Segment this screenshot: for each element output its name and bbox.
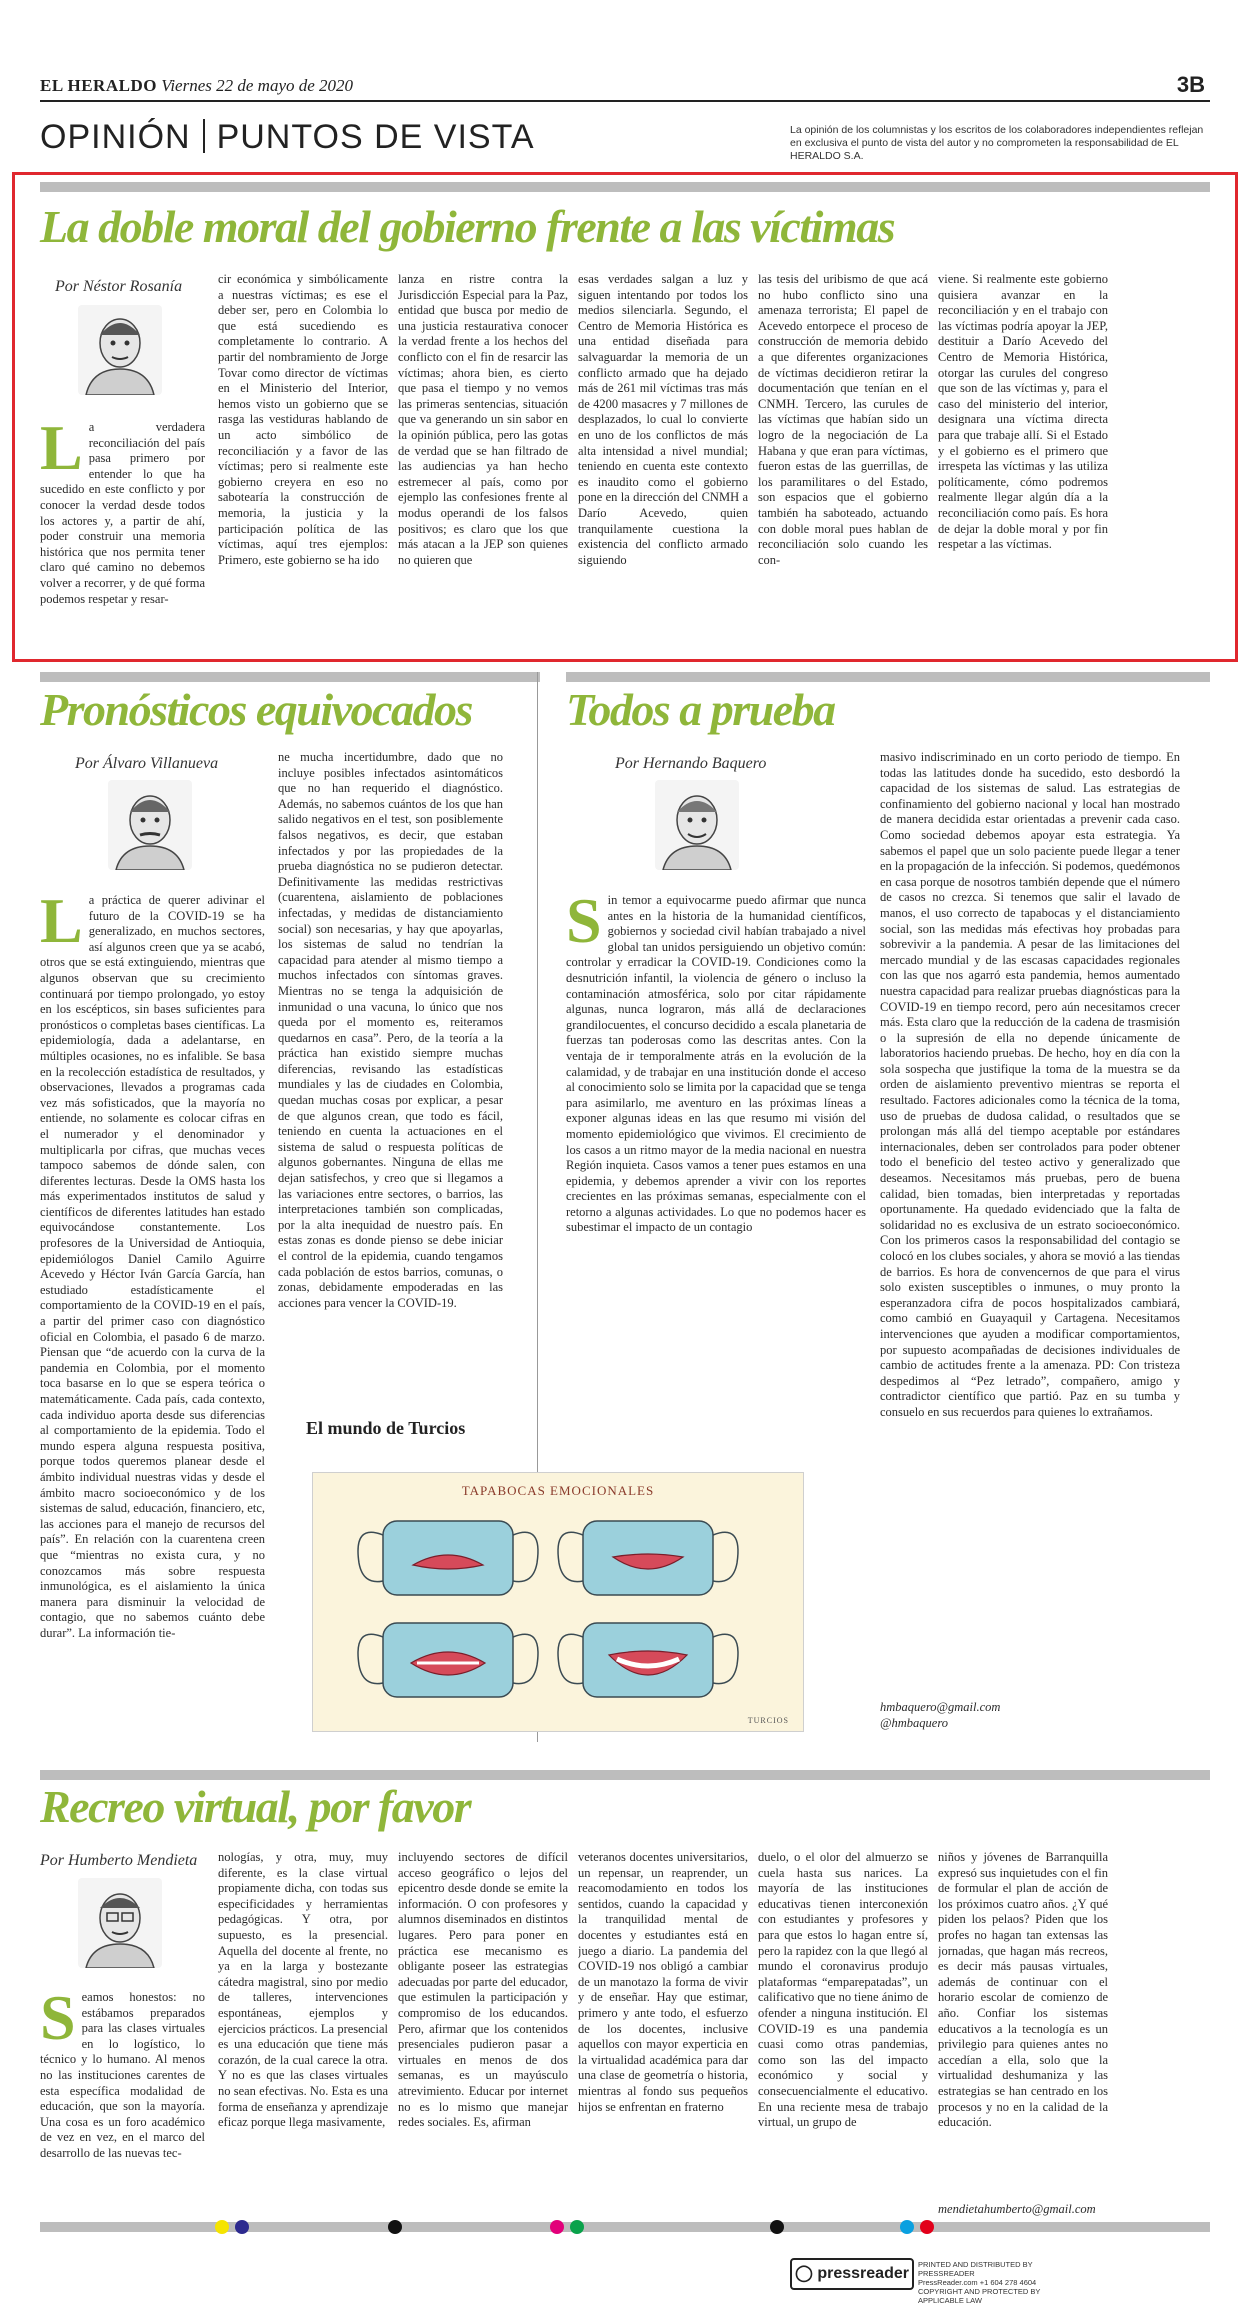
article4-column-6: niños y jóvenes de Barranquilla expresó sus inquietudes con el fin de formular el plan de acción de los próximos cuatro años. ¿Y qué piden los pelaos? Piden que los profes no hagan tan extensas las jornadas, que hagan más recreos, es decir más pausas virtuales, además de continuar con el horario escolar de comienzo de año. Confiar los sistemas educativos a la tecnología es un privilegio para quienes antes no accedían a ella, solo que la virtualidad deshumaniza y las estrategias se han centrado en los procesos y no en la calidad de la educación. bbox=[938, 1850, 1108, 2130]
article3-handle[interactable]: @hmbaquero bbox=[880, 1716, 948, 1730]
registration-dot bbox=[235, 2220, 249, 2234]
registration-dot bbox=[550, 2220, 564, 2234]
article2-column-2: ne mucha incertidumbre, dado que no incluye posibles infectados asintomáticos que no han requerido el diagnóstico. Además, no sabemos cuántos de los que han salido negativos en el test, son posiblemente falsos negativos, es decir, que estaban infectados y por las propiedades de la prueba diagnóstica no se pudieron detectar. Definitivamente las medidas restrictivas (cuarentena, aislamiento de poblaciones infectadas, y medidas de distanciamiento social) son necesarias, y hay que apoyarlas, los sistemas de salud no tendrían la capacidad para atender al mismo tiempo a muchos infectados con síntomas graves. Mientras no se tenga la adquisición de inmunidad o una vacuna, lo único que nos queda por el momento es, reiteramos quedarnos en casa”. Pero, de la teoría a la práctica han existido siempre muchas diferencias, revisando las estadísticas mundiales y las de ciudades en Colombia, quedan muchas cosas por explicar, a pesar de que algunos crean, que todo es fácil, teniendo en cuenta la actuaciones en el sistema de salud o respuesta políticas de algunos gobernantes. Ninguna de ellas me dejan satisfechos, y creo que si llegamos a las variaciones entre sectores, o barrios, las interpretaciones también son complicadas, por la alta inequidad de nuestro país. En estas zonas es donde pienso se debe iniciar el control de la epidemia, cuando tengamos cada población de estos barrios, comunas, o zonas, debidamente empoderadas en las acciones para vencer la COVID-19. bbox=[278, 750, 503, 1310]
article4-dropcap: S bbox=[40, 1990, 76, 2053]
article1-column-2: cir económica y simbólicamente a nuestras víctimas; es ese el deber ser, pero en Colombia lo que está sucediendo es completamente lo contrario. A partir del nombramiento de Jorge Tovar como director de víctimas en el Ministerio del Interior, hemos visto un gobierno que se rasga las vestiduras hablando de un acto simbólico de reconciliación y a favor de las víctimas; pero si realmente este gobierno creyera en eso no sabotearía la construcción de memoria, la justicia y la participación política de las víctimas, aquí tres ejemplos: Primero, este gobierno se ha ido bbox=[218, 272, 388, 567]
article1-title: La doble moral del gobierno frente a las víctimas bbox=[40, 201, 895, 252]
article3-col1-text: in temor a equivocarme puedo afirmar que nunca antes en la historia de la humanidad científicos, gobiernos y sociedad civil habían trabajado a nivel global tan unidos persiguiendo un objetivo común: controlar y erradicar la COVID-19. Condiciones como la desnutrición infantil, la violencia de género o incluso la contaminación atmosférica, solo por citar rápidamente algunas, nunca lograron, más allá de declaraciones grandilocuentes, el concurso decidido a escala planetaria de fuerzas tan poderosas como las descritas antes. Con la ventaja de ir temporalmente atrás en la evolución de la calamidad, y de trabajar en una institución donde el acceso al conocimiento solo se limita por la capacidad que se tenga para asimilarlo, me aventuro en las próximas líneas a exponer algunas ideas en las que resumo mi visión del momento epidemiológico que vivimos. El crecimiento de los casos a un ritmo mayor de la media nacional en nuestra Región inquieta. Casos vamos a tener pues estamos en una epidemia, y debemos aprender a vivir con los reportes crecientes en las próximas semanas, especialmente con el retorno a algunas actividades. Lo que no podemos hacer es subestimar el impacto de un contagio bbox=[566, 893, 866, 1235]
disclaimer: La opinión de los columnistas y los escritos de los colaboradores independientes reflejan en exclusiva el punto de vista del autor y no comprometen la responsabilidad de EL HERALDO S.A. bbox=[790, 124, 1204, 162]
cartoon-section-title: El mundo de Turcios bbox=[306, 1418, 466, 1438]
article4-column-1 bbox=[40, 1990, 205, 2218]
section-right: PUNTOS DE VISTA bbox=[216, 118, 535, 156]
article1-column-4: esas verdades salgan a luz y siguen intentando por todos los medios silenciarla. Segundo, el Centro de Memoria Histórica es una entidad diseñada para salvaguardar la memoria de un conflicto armado que ha dejado más de 261 mil víctimas tras más de 4200 masacres y 7 millones de desplazados, lo cual lo convierte en uno de los conflictos de más alta intensidad a nivel mundial; teniendo en cuenta este contexto es inaudito como el gobierno pone en la dirección del CNMH a Darío Acevedo, quien tranquilamente cuestiona la existencia del conflicto armado siguiendo bbox=[578, 272, 748, 567]
pressreader-logo[interactable] bbox=[790, 2258, 914, 2290]
masthead bbox=[40, 76, 353, 96]
section-title bbox=[40, 118, 535, 157]
article2-dropcap: L bbox=[40, 893, 83, 956]
issue-date: Viernes 22 de mayo de 2020 bbox=[161, 76, 354, 95]
registration-dot bbox=[900, 2220, 914, 2234]
pressreader-copyright: COPYRIGHT AND PROTECTED BY APPLICABLE LAW bbox=[918, 2287, 1041, 2305]
cartoon-signature: TURCIOS bbox=[747, 1716, 789, 1725]
article3-title: Todos a prueba bbox=[566, 684, 835, 735]
article4-top-bar bbox=[40, 1770, 1210, 1780]
portrait-sketch-icon bbox=[78, 1878, 162, 1968]
portrait-sketch-icon bbox=[78, 305, 162, 395]
section-divider bbox=[203, 119, 205, 153]
article4-column-5: duelo, o el olor del almuerzo se cuela hasta sus narices. La mayoría de las instituciones educativas tienen interconexión con estudiantes y profesores y para que estos lo hagan entre sí, pero la rapidez con la que llegó al mundo el coronavirus produjo plataformas “emparepatadas”, un calificativo que no tiene ánimo de ofender a ninguna institución. El COVID-19 es una pandemia cuasi como otras pandemias, como son las del impacto económico y social y consecuencialmente el educativo. En una reciente mesa de trabajo virtual, un grupo de bbox=[758, 1850, 928, 2130]
article4-col1-text: eamos honestos: no estábamos preparados para las clases virtuales en lo logístico, lo técnico y lo humano. Al menos no las instituciones carentes de esta específica modalidad de educación, que son la mayoría. Una cosa es un foro académico de vez en vez, en el marco del desarrollo de las nuevas tec- bbox=[40, 1990, 205, 2160]
article3-column-2: masivo indiscriminado en un corto periodo de tiempo. En todas las latitudes donde ha sucedido, esto desbordó la capacidad de los sistemas de salud. Las estrategias de confinamiento del gobierno nacional y local han mostrado de manera decidida estar orientadas a prevenir cada caso. Como sociedad debemos apoyar esta estrategia. Ya sabemos el papel que un solo paciente puede llegar a tener en la propagación de la infección. Si podemos, quedémonos en casa porque de nosotros también depende que el número de casos no crezca. Si tenemos que salir el lavado de manos, el uso correcto de tapabocas y el distanciamiento social, son las medidas más efectivas hoy probadas para sobrevivir a la pandemia. A pesar de las limitaciones del mercado mundial y de las escasas capacidades regionales con las que nos agarró esta pandemia, hemos aumentado nuestra capacidad para realizar pruebas diagnósticas para la COVID-19 en tiempo record, pero aún necesitamos crecer más. Esta claro que la reducción de la cadena de trasmisión o la supresión de ella no depende únicamente de laboratorios haciendo pruebas. De hecho, hoy en día con la sola sospecha que justifique la toma de la muestra se da orden de aislamiento preventivo mientras se reporta el resultado. Factores adicionales como la técnica de la toma, uso de pruebas de dudosa calidad, o resultados que se prolongan más allá del tiempo aceptable por estándares internacionales, deben ser controlados para poder obtener todo el beneficio del testeo activo y generalizado que deseamos. Necesitamos más pruebas, pero de buena calidad, bien tomadas, bien interpretadas y reportadas oportunamente. Ha quedado evidenciado que la falta de solidaridad no es exclusiva de un estrato socioeconómico. Con los primeros casos la responsabilidad del contagio se colocó en los clubes sociales, y ahora se movió a las tiendas de barrios. Es hora de convencernos de que para el virus solo existen susceptibles o inmunes, o muy pronto la esperanzadora cifra de pocos hospitalizados cambiará, como cambió en Guayaquil y Cartagena. Necesitamos intervenciones que ayuden a modificar comportamientos, por supuesto acompañadas de decisiones individuales de cambio de actitudes frente a la amenaza. PD: Con tristeza despedimos al “Pez letrado”, compañero, amigo y contradictor científico que partió. Paz en su tumba y consuelo en sus recuerdos para quienes lo extrañamos. bbox=[880, 750, 1180, 1419]
article1-column-3: lanza en ristre contra la Jurisdicción Especial para la Paz, entidad que busca por medio de una justicia restaurativa conocer la verdad frente a los hechos del conflicto con el fin de resarcir las víctimas; ahora bien, es cierto que pasa el tiempo y no vemos las primeras sentencias, situación que va generando un sin sabor en la opinión pública, pero las gotas de verdad que se han filtrado de las audiencias ya han hecho estremecer al país, como por ejemplo las confesiones frente al modus operandi de los falsos positivos; es claro que los que más atacan a la JEP son quienes no quieren que bbox=[398, 272, 568, 567]
article2-top-bar bbox=[40, 672, 540, 682]
article2-title: Pronósticos equivocados bbox=[40, 684, 472, 735]
header-rule bbox=[40, 100, 1210, 102]
portrait-sketch-icon bbox=[655, 780, 739, 870]
article4-email[interactable]: mendietahumberto@gmail.com bbox=[938, 2202, 1096, 2216]
article1-column-6: viene. Si realmente este gobierno quisiera avanzar en la reconciliación y en el trabajo con las víctimas podría apoyar la JEP, destituir a Darío Acevedo del Centro de Memoria Histórica, otorgar las curules del congreso que son de las víctimas y, para el caso del ministerio del interior, designara una víctima directa para que trabaje allí. Si el Estado y el gobierno es el primero que irrespeta las víctimas y las utiliza políticamente, cómo podremos realmente llegar algún día a la reconciliación como país. Es hora de dejar la doble moral y por fin respetar a las víctimas. bbox=[938, 272, 1108, 552]
article3-byline: Por Hernando Baquero bbox=[615, 755, 767, 772]
cartoon-caption: TAPABOCAS EMOCIONALES bbox=[461, 1483, 655, 1498]
author-portrait bbox=[108, 780, 192, 870]
registration-dot bbox=[215, 2220, 229, 2234]
page-number: 3B bbox=[1176, 72, 1205, 97]
registration-dot bbox=[920, 2220, 934, 2234]
article4-column-4: veteranos docentes universitarios, un repensar, un reaprender, un reacomodamiento en todos los sentidos, cuando la capacidad y la tranquilidad mental de docentes y estudiantes está en juego a diario. La pandemia del COVID-19 nos obligó a cambiar de un manotazo la forma de vivir y de enseñar. Hay que estimar, primero y ante todo, el esfuerzo de los docentes, inclusive aquellos con mayor experticia en la virtualidad académica para dar una clase de geometría o historia, mientras al fondo sus pequeños hijos se enfrentan en fraterno bbox=[578, 1850, 748, 2114]
face-mask-drawing-icon bbox=[313, 1473, 803, 1731]
article4-title: Recreo virtual, por favor bbox=[40, 1781, 471, 1832]
pressreader-icon: ◯ bbox=[795, 2265, 813, 2282]
pressreader-distributed: PRINTED AND DISTRIBUTED BY PRESSREADER bbox=[918, 2260, 1033, 2278]
article1-column-5: las tesis del uribismo de que acá no hubo conflicto sino una amenaza terrorista; El papel de Acevedo entorpece el proceso de construcción de memoria debido a que diferentes organizaciones de víctimas decidieron retirar la documentación que tenían en el CNMH. Tercero, las curules de las víctimas que habían sido un logro de la negociación de La Habana y que eran para víctimas, fueron estas de las guerrillas, de los paramilitares o del Estado, son espacios que el gobierno también ha saboteado, actuando con doble moral pues hablan de reconciliación solo cuando les con- bbox=[758, 272, 928, 567]
registration-dot bbox=[388, 2220, 402, 2234]
section-left: OPINIÓN bbox=[40, 118, 191, 156]
article1-dropcap: L bbox=[40, 420, 83, 483]
article3-dropcap: S bbox=[566, 893, 602, 956]
article4-column-3: incluyendo sectores de difícil acceso geográfico o lejos del epicentro desde donde se emite la información. O con profesores y alumnos diseminados en distintos lugares. Pero para poner en práctica ese mecanismo es obligante poseer las estrategias adecuadas por parte del educador, que estimulen la participación y compromiso de los educandos. Pero, afirmar que los contenidos presenciales pudieron pasar a virtuales en menos de dos semanas, es un mayúsculo atrevimiento. Educar por internet no es lo mismo que manejar redes sociales. Es, afirman bbox=[398, 1850, 568, 2130]
article2-byline: Por Álvaro Villanueva bbox=[75, 755, 219, 772]
article4-byline: Por Humberto Mendieta bbox=[40, 1852, 198, 1869]
newspaper-name: EL HERALDO bbox=[40, 76, 157, 95]
article3-email[interactable]: hmbaquero@gmail.com bbox=[880, 1700, 1001, 1714]
article3-top-bar bbox=[566, 672, 1210, 682]
author-portrait bbox=[78, 305, 162, 395]
article1-byline: Por Néstor Rosanía bbox=[55, 278, 183, 295]
pressreader-logo-text: pressreader bbox=[817, 2265, 909, 2282]
article2-column-1 bbox=[40, 893, 265, 1703]
article3-column-1 bbox=[566, 893, 866, 1413]
article1-column-1 bbox=[40, 420, 205, 645]
article4-column-2: nologías, y otra, muy, muy diferente, es la clase virtual propiamente dicha, con todas sus especificidades y herramientas pedagógicas. Y otra, por supuesto, es la presencial. Aquella del docente al frente, no ya en la larga y bostezante cátedra magistral, sino por medio de talleres, intervenciones espontáneas, ejemplos y ejercicios prácticos. La presencial es una educación que tiene más corazón, de la cual carece la otra. Y no es que las clases virtuales no sean efectivas. No. Esta es una forma de enseñanza y aprendizaje eficaz porque llega masivamente, bbox=[218, 1850, 388, 2130]
author-portrait bbox=[78, 1878, 162, 1968]
pressreader-notice bbox=[918, 2260, 1078, 2305]
registration-dot bbox=[570, 2220, 584, 2234]
article1-col1-text: a verdadera reconciliación del país pasa primero por entender lo que ha sucedido en este conflicto y por conocer la verdad desde todos los actores y, a partir de ahí, poder construir una memoria histórica que nos permita tener claro qué camino no debemos volver a recorrer, y de qué forma podemos respetar y resar- bbox=[40, 420, 205, 606]
article2-col1-text: a práctica de querer adivinar el futuro de la COVID-19 se ha generalizado, en muchos sectores, así algunos creen que ya se acabó, otros que se está extinguiendo, mientras que algunos observan que su crecimiento continuará por tiempo prolongado, yo estoy en los escépticos, sin bases suficientes para pronósticos o completas bases científicas. La epidemiología, dada a adelantarse, en múltiples ocasiones, no es infalible. Se basa en la recolección estadística de resultados, y observaciones, llevados a programas cada vez más sofisticados, que la mayoría no entiende, no solamente es colocar cifras en el numerador y el denominador y multiplicarla por cifras, que muchas veces tampoco sabemos de dónde salen, con diferentes lecturas. Desde la OMS hasta los más experimentados institutos de salud y científicos de diferentes latitudes han estado equivocándose constantemente. Los profesores de la Universidad de Antioquia, epidemiólogos Daniel Camilo Aguirre Acevedo y Héctor Iván García García, han estudiado estadísticamente el comportamiento de la COVID-19 en el país, a partir del primer caso con diagnóstico oficial en Colombia, el pasado 6 de marzo. Piensan que “de acuerdo con la curva de la pandemia en Colombia, por el momento toca basarse en lo que se espera teórica o matemáticamente. Cada país, cada contexto, cada individuo aporta desde sus diferencias al comportamiento de la epidemia. Todo el mundo espera alguna respuesta positiva, porque todos queremos planear desde el ámbito individual nuestras vidas y desde el ámbito macro socioeconómico y de los sistemas de salud, educación, financiero, etc, las acciones para el manejo de recursos del país”. En relación con la cuarentena creen que “mientras no exista cura, y no conozcamos más sobre respuesta inmunológica, es el aislamiento la única manera para disminuir la velocidad de contagio, que no sabemos cuánto debe durar”. La información tie- bbox=[40, 893, 265, 1640]
portrait-sketch-icon bbox=[108, 780, 192, 870]
registration-dot bbox=[770, 2220, 784, 2234]
registration-marks bbox=[40, 2220, 1210, 2234]
pressreader-contact: PressReader.com +1 604 278 4604 bbox=[918, 2278, 1037, 2287]
author-portrait bbox=[655, 780, 739, 870]
cartoon-image bbox=[312, 1472, 804, 1732]
